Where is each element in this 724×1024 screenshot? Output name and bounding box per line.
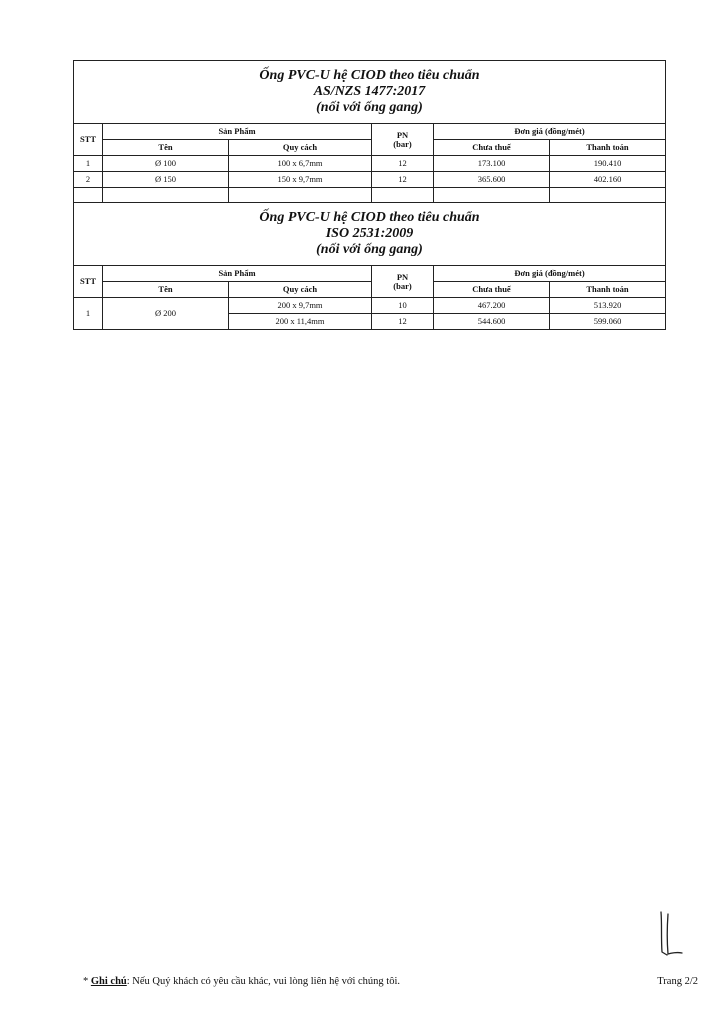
signature-mark bbox=[655, 908, 687, 960]
header-chua-thue: Chưa thuế bbox=[434, 140, 550, 156]
header-san-pham: Sản Phẩm bbox=[103, 124, 372, 140]
header-pn-label: PN bbox=[396, 271, 409, 282]
cell-thanh-toan: 190.410 bbox=[550, 156, 666, 172]
subheader-row bbox=[74, 282, 666, 298]
cell-pn: 12 bbox=[372, 314, 434, 330]
header-thanh-toan: Thanh toán bbox=[550, 140, 666, 156]
header-don-gia: Đơn giá (đồng/mét) bbox=[434, 266, 666, 282]
header-pn bbox=[372, 266, 434, 298]
cell-chua-thue: 544.600 bbox=[434, 314, 550, 330]
header-pn-unit: (bar) bbox=[393, 280, 412, 291]
header-ten: Tên bbox=[103, 140, 229, 156]
header-stt: STT bbox=[74, 124, 103, 156]
blank-row bbox=[74, 188, 666, 203]
header-don-gia: Đơn giá (đồng/mét) bbox=[434, 124, 666, 140]
section-title-line2: AS/NZS 1477:2017 bbox=[313, 84, 426, 99]
cell-pn: 12 bbox=[372, 156, 434, 172]
cell-thanh-toan: 599.060 bbox=[550, 314, 666, 330]
table-row bbox=[74, 172, 666, 188]
section-title-line3: (nối với ống gang) bbox=[316, 100, 423, 115]
note-label: Ghi chú bbox=[90, 976, 127, 987]
section-title-line1: Ống PVC-U hệ CIOD theo tiêu chuẩn bbox=[259, 210, 480, 225]
section-title bbox=[74, 203, 666, 266]
header-san-pham: Sản Phẩm bbox=[103, 266, 372, 282]
header-quy-cach: Quy cách bbox=[229, 282, 372, 298]
cell-quy-cach: 150 x 9,7mm bbox=[229, 172, 372, 188]
section-title-line3: (nối với ống gang) bbox=[316, 242, 423, 257]
cell-ten: Ø 100 bbox=[103, 156, 229, 172]
cell-stt: 1 bbox=[74, 298, 103, 330]
cell-pn: 12 bbox=[372, 172, 434, 188]
table-row bbox=[74, 156, 666, 172]
section-title bbox=[74, 61, 666, 124]
cell-stt: 2 bbox=[74, 172, 103, 188]
header-chua-thue: Chưa thuế bbox=[434, 282, 550, 298]
section-title-row bbox=[74, 203, 666, 266]
table-row bbox=[74, 298, 666, 314]
cell-chua-thue: 173.100 bbox=[434, 156, 550, 172]
header-pn-label: PN bbox=[396, 129, 409, 140]
section-title-line2: ISO 2531:2009 bbox=[325, 226, 414, 241]
cell-stt: 1 bbox=[74, 156, 103, 172]
header-row bbox=[74, 124, 666, 140]
section-title-row bbox=[74, 61, 666, 124]
cell-thanh-toan: 402.160 bbox=[550, 172, 666, 188]
cell-quy-cach: 200 x 11,4mm bbox=[229, 314, 372, 330]
header-thanh-toan: Thanh toán bbox=[550, 282, 666, 298]
note-prefix: * bbox=[83, 976, 91, 987]
cell-quy-cach: 200 x 9,7mm bbox=[229, 298, 372, 314]
cell-ten: Ø 150 bbox=[103, 172, 229, 188]
page-number: Trang 2/2 bbox=[657, 976, 698, 987]
header-pn-unit: (bar) bbox=[393, 138, 412, 149]
price-table bbox=[73, 60, 666, 330]
header-pn bbox=[372, 124, 434, 156]
header-quy-cach: Quy cách bbox=[229, 140, 372, 156]
section-title-line1: Ống PVC-U hệ CIOD theo tiêu chuẩn bbox=[259, 68, 480, 83]
cell-pn: 10 bbox=[372, 298, 434, 314]
header-row bbox=[74, 266, 666, 282]
cell-quy-cach: 100 x 6,7mm bbox=[229, 156, 372, 172]
cell-chua-thue: 365.600 bbox=[434, 172, 550, 188]
cell-chua-thue: 467.200 bbox=[434, 298, 550, 314]
header-stt: STT bbox=[74, 266, 103, 298]
subheader-row bbox=[74, 140, 666, 156]
cell-ten: Ø 200 bbox=[103, 298, 229, 330]
cell-thanh-toan: 513.920 bbox=[550, 298, 666, 314]
note-text: : Nếu Quý khách có yêu cầu khác, vui lòng liên hệ với chúng tôi. bbox=[126, 976, 400, 987]
header-ten: Tên bbox=[103, 282, 229, 298]
footer-note bbox=[83, 976, 400, 987]
